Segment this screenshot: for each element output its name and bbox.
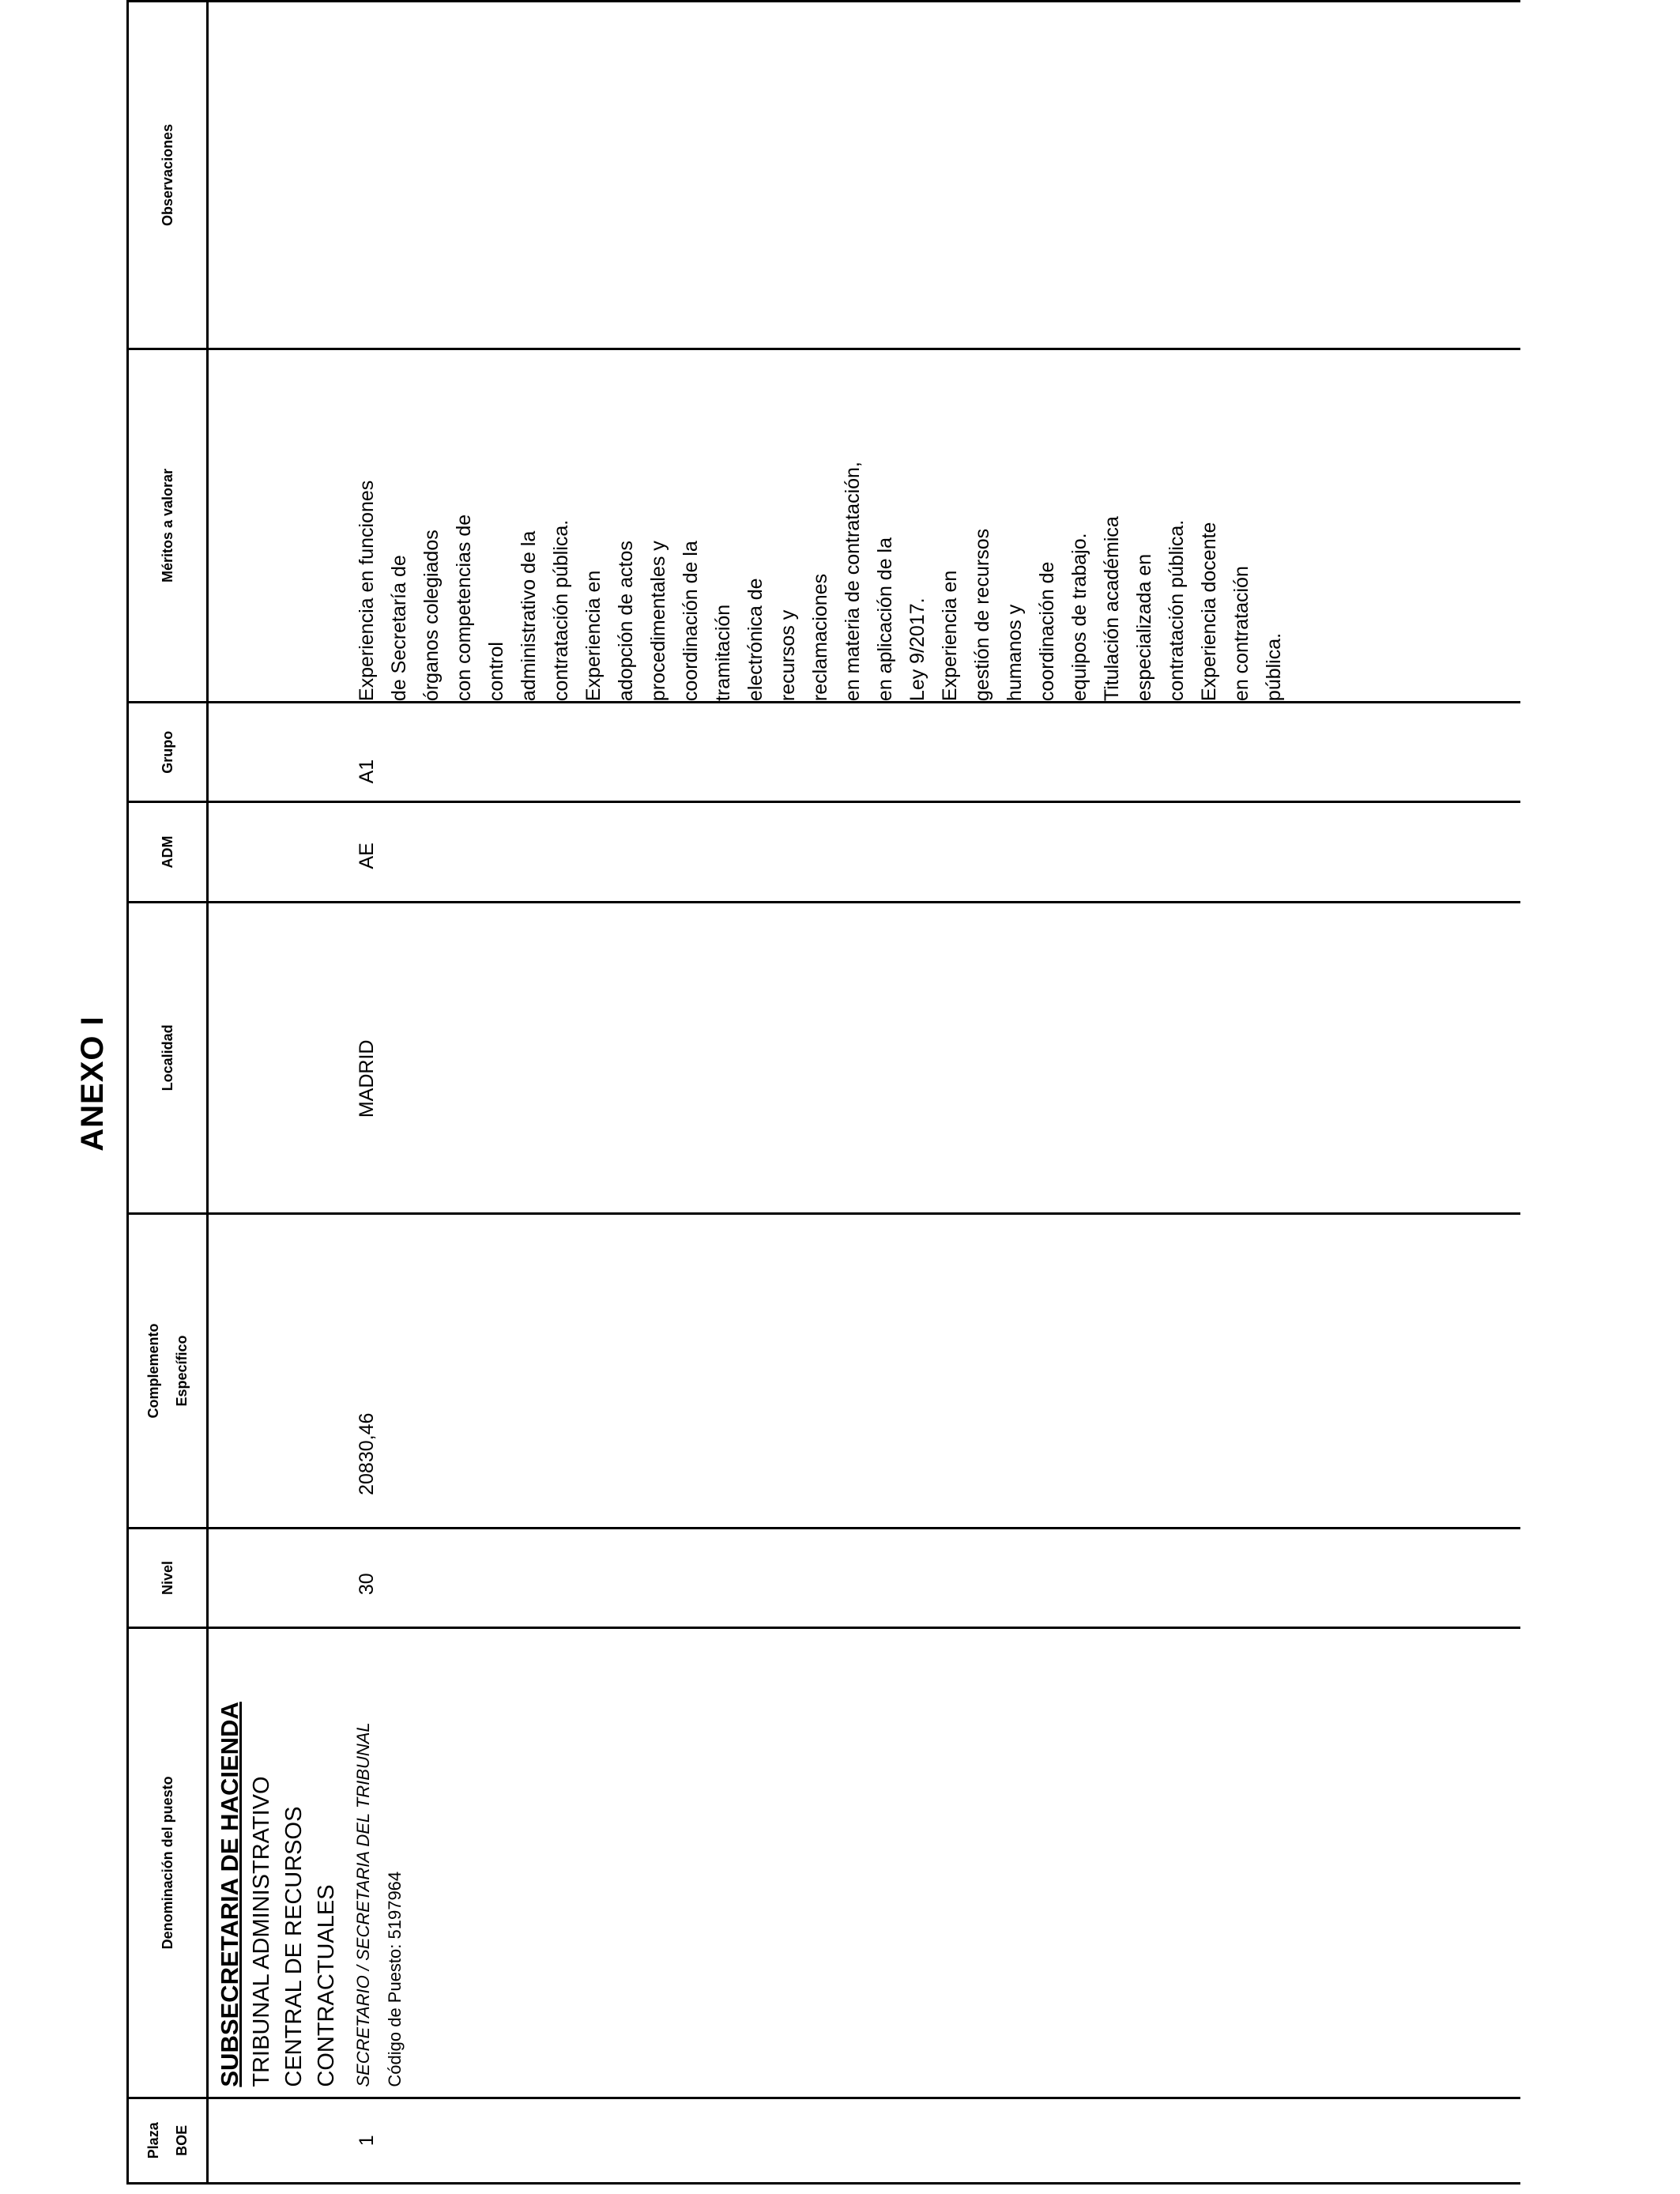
cell-complemento: 20830,46 [208, 1214, 1521, 1529]
anexo-table [126, 0, 1520, 2185]
merito-line: Titulación académica [1101, 516, 1123, 702]
header-adm: ADM [128, 802, 208, 902]
cell-plaza: 1 [208, 2098, 1521, 2183]
document-title: ANEXO I [75, 1016, 110, 1152]
cell-grupo: A1 [208, 703, 1521, 802]
header-localidad: Localidad [128, 902, 208, 1214]
table-row [208, 2, 1521, 2184]
organismo-name: SUBSECRETARIA DE HACIENDA [216, 1702, 243, 2087]
merito-line: humanos y [1004, 604, 1026, 702]
merito-line: procedimentales y [647, 541, 669, 702]
header-complemento [128, 1214, 208, 1529]
merito-line: Experiencia en [939, 570, 961, 702]
header-observaciones: Observaciones [128, 2, 208, 349]
merito-line: Ley 9/2017. [906, 598, 929, 702]
cell-localidad: MADRID [208, 902, 1521, 1214]
merito-line: en aplicación de la [874, 537, 896, 702]
header-row [128, 2, 208, 2184]
cell-nivel: 30 [208, 1528, 1521, 1627]
unidad-line: CENTRAL DE RECURSOS [281, 1806, 307, 2087]
cell-adm: AE [208, 802, 1521, 902]
cell-denominacion [208, 1628, 1521, 2098]
header-denominacion: Denominación del puesto [128, 1628, 208, 2098]
header-complemento-line1: Complemento [145, 1323, 161, 1419]
merito-line: Experiencia en [582, 570, 605, 702]
merito-line: tramitación [712, 604, 734, 702]
merito-line: administrativo de la [518, 530, 540, 702]
merito-line: con competencias de [453, 514, 475, 702]
merito-line: electrónica de [744, 578, 767, 702]
unidad-name [246, 1692, 343, 2087]
header-nivel: Nivel [128, 1528, 208, 1627]
merito-line: adopción de actos [615, 541, 637, 702]
merito-line: en contratación [1230, 566, 1252, 702]
header-plaza-line2: BOE [174, 2124, 190, 2156]
merito-line: de Secretaría de [388, 555, 410, 702]
unidad-line: TRIBUNAL ADMINISTRATIVO [249, 1776, 274, 2087]
merito-line: reclamaciones [809, 573, 831, 702]
header-grupo: Grupo [128, 703, 208, 802]
merito-line: pública. [1263, 632, 1285, 702]
merito-line: recursos y [777, 609, 799, 702]
header-complemento-line2: Específico [174, 1335, 190, 1407]
header-plaza-line1: Plaza [145, 2122, 161, 2159]
unidad-line: CONTRACTUALES [314, 1884, 339, 2087]
merito-line: control [485, 642, 507, 702]
cell-meritos [208, 349, 1521, 702]
merito-line: en materia de contratación, [842, 462, 864, 702]
meritos-list [351, 350, 1290, 701]
codigo-puesto: Código de Puesto: 5197964 [385, 1871, 405, 2087]
merito-line: especializada en [1133, 553, 1155, 702]
merito-line: Experiencia docente [1198, 522, 1220, 702]
merito-line: contratación pública. [1166, 519, 1188, 702]
merito-line: órganos colegiados [420, 530, 443, 702]
puesto-name: SECRETARIO / SECRETARIA DEL TRIBUNAL [353, 1722, 373, 2087]
merito-line: coordinación de [1036, 561, 1058, 702]
merito-line: equipos de trabajo. [1068, 533, 1090, 702]
header-meritos: Méritos a valorar [128, 349, 208, 702]
header-plaza [128, 2098, 208, 2183]
merito-line: contratación pública. [550, 519, 572, 702]
merito-line: gestión de recursos [971, 528, 993, 702]
merito-line: Experiencia en funciones [356, 480, 378, 702]
cell-observaciones [208, 2, 1521, 349]
merito-line: coordinación de la [680, 541, 702, 702]
